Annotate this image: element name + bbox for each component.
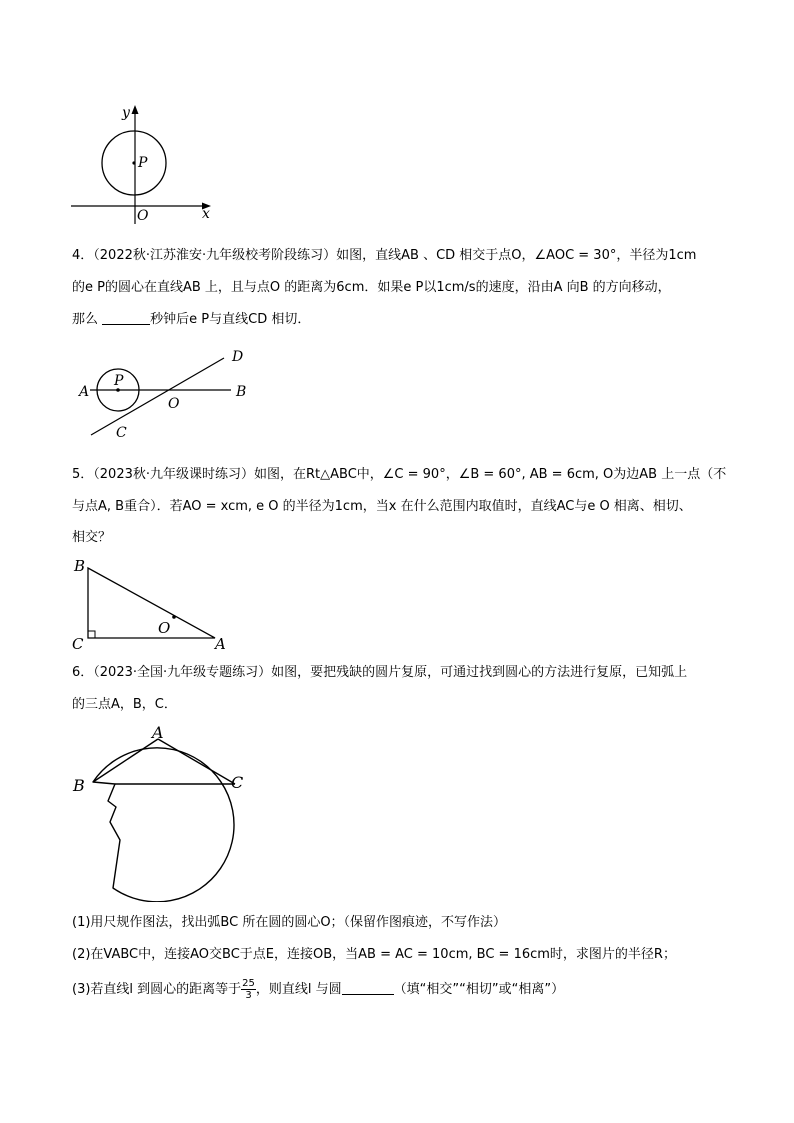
q5-line-2: 与点A, B重合）．若AO = xcm, e O 的半径为1cm，当x 在什么范围内取值时，直线AC与e O 相离、相切、 — [72, 499, 692, 514]
q4-point-o-label: O — [168, 396, 180, 412]
q4-point-d-label: D — [232, 349, 244, 365]
q5-line-3: 相交？ — [72, 530, 112, 545]
q6-line-2: 的三点A，B，C． — [72, 697, 177, 712]
q4-line-2: 的e P的圆心在直线AB 上，且与点O 的距离为6cm．如果e P以1cm/s的速度，沿由A 向B 的方向移动， — [72, 280, 671, 295]
q4-line-3-end: 秒钟后e P与直线CD 相切． — [150, 312, 311, 327]
fraction-denominator: 3 — [245, 990, 252, 1001]
q4-point-p-label: P — [114, 373, 124, 389]
q4-line-3 — [72, 311, 310, 329]
q6-point-b-label: B — [73, 776, 85, 795]
origin-label: O — [137, 208, 149, 224]
q4-point-c-label: C — [116, 425, 127, 441]
q6-part-3 — [72, 978, 564, 1001]
q5-point-o-label: O — [158, 619, 171, 637]
q4-answer-blank[interactable] — [102, 311, 150, 325]
q6-part-3-start: (3)若直线l 到圆心的距离等于 — [72, 982, 242, 997]
q6-part-3-end: （填“相交”“相切”或“相离”） — [393, 982, 565, 997]
q6-point-a-label: A — [152, 723, 164, 742]
q6-point-c-label: C — [231, 773, 244, 792]
q6-part-2: (2)在VABC中，连接AO交BC于点E，连接OB，当AB = AC = 10cm, BC = 16cm时，求图片的半径R； — [72, 947, 676, 962]
y-axis-label: y — [122, 105, 130, 121]
q5-point-a-label: A — [215, 635, 226, 653]
q4-line-1: 4．（2022秋·江苏淮安·九年级校考阶段练习）如图，直线AB 、CD 相交于点O，∠AOC = 30°，半径为1cm — [72, 248, 697, 263]
q6-part-3-middle: ，则直线l 与圆 — [255, 982, 342, 997]
q5-point-c-label: C — [72, 635, 84, 653]
q6-line-1: 6．（2023·全国·九年级专题练习）如图，要把残缺的圆片复原，可通过找到圆心的方法进行复原，已知弧上 — [72, 665, 688, 680]
figure-q4-lines-circle — [76, 342, 256, 442]
q4-line-3-start: 那么 — [72, 312, 103, 327]
figure-q5-right-triangle — [70, 555, 235, 655]
q5-point-b-label: B — [74, 557, 86, 575]
q6-part-1: (1)用尺规作图法，找出弧BC 所在圆的圆心O；（保留作图痕迹，不写作法） — [72, 915, 507, 930]
x-axis-label: x — [202, 206, 210, 222]
q4-point-a-label: A — [79, 384, 90, 400]
figure-circle-on-axes — [66, 100, 216, 225]
fraction-25-over-3 — [241, 978, 256, 1001]
point-p-label: P — [138, 155, 148, 171]
q4-point-b-label: B — [236, 384, 247, 400]
figure-q6-broken-circle — [70, 722, 250, 902]
q6-answer-blank[interactable] — [342, 981, 394, 995]
fraction-numerator: 25 — [242, 978, 255, 989]
q5-line-1: 5．（2023秋·九年级课时练习）如图，在Rt△ABC中，∠C = 90°，∠B = 60°, AB = 6cm, O为边AB 上一点（不 — [72, 467, 727, 482]
